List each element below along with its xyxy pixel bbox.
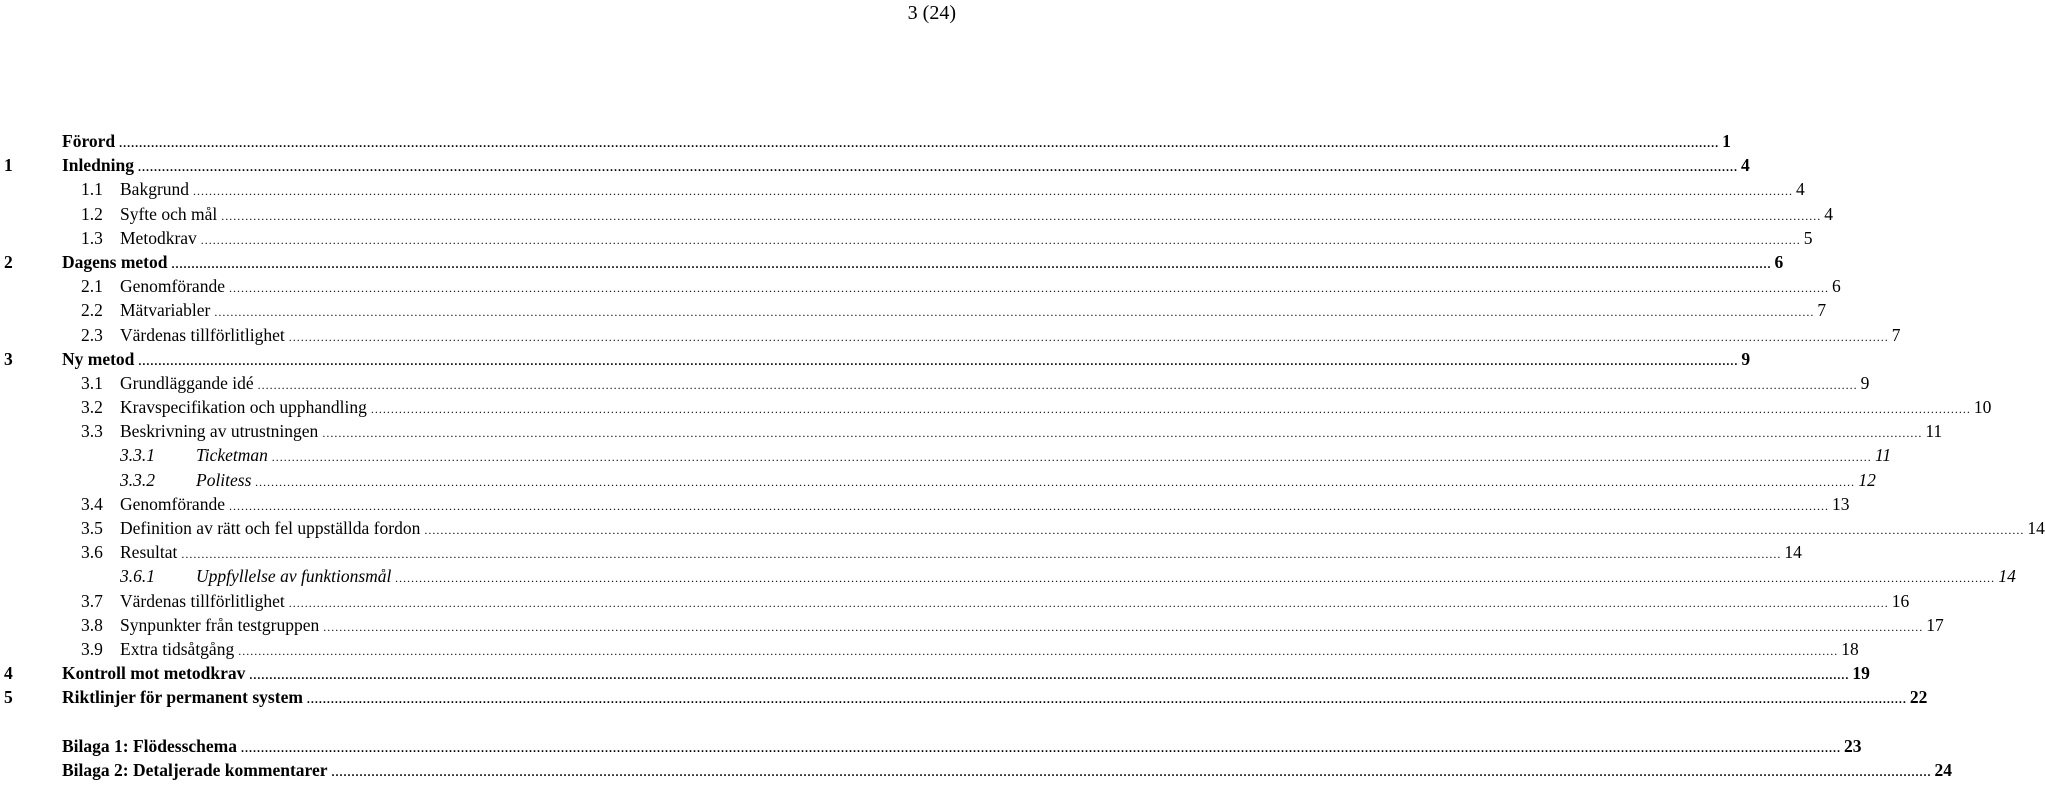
toc-spacer bbox=[0, 710, 960, 734]
toc-entry-number: 3.7 bbox=[81, 590, 103, 611]
toc-entry-title: Bilaga 1: Flödesschema bbox=[62, 735, 237, 756]
toc-entry-number: 1.2 bbox=[81, 203, 103, 224]
toc-entry-title: Grundläggande idé bbox=[120, 372, 254, 393]
toc-entry-title: Kontroll mot metodkrav bbox=[62, 663, 246, 684]
toc-entry[interactable] bbox=[0, 492, 1850, 516]
toc-dot-leader: ................................................................................................................................................................................................................................................................................................................................................................................................................ bbox=[214, 305, 1815, 320]
toc-entry-title: Syfte och mål bbox=[120, 203, 218, 224]
toc-dot-leader: ................................................................................................................................................................................................................................................................................................................................................................................................................ bbox=[395, 571, 1996, 586]
toc-dot-leader: ................................................................................................................................................................................................................................................................................................................................................................................................................ bbox=[238, 643, 1839, 658]
toc-entry-page: 6 bbox=[1831, 276, 1841, 297]
toc-entry-number: 3.3 bbox=[81, 421, 103, 442]
toc-entry[interactable] bbox=[0, 347, 1751, 371]
toc-entry-number: 2.1 bbox=[81, 276, 103, 297]
toc-dot-leader: ................................................................................................................................................................................................................................................................................................................................................................................................................ bbox=[200, 232, 1801, 247]
toc-entry-line bbox=[62, 685, 1928, 711]
toc-entry-line bbox=[120, 492, 1850, 518]
toc-entry-number: 3.3.1 bbox=[120, 445, 155, 466]
toc-entry-title: Förord bbox=[62, 131, 116, 151]
toc-entry[interactable] bbox=[0, 685, 1928, 709]
toc-entry-title: Genomförande bbox=[120, 493, 225, 514]
toc-entry-number: 3.6.1 bbox=[120, 566, 155, 587]
toc-entry-title: Extra tidsåtgång bbox=[120, 638, 235, 659]
toc-entry-line bbox=[120, 274, 1841, 300]
toc-entry[interactable] bbox=[0, 153, 1750, 177]
toc-entry[interactable] bbox=[0, 564, 2016, 588]
toc-entry-page: 14 bbox=[2027, 518, 2045, 538]
toc-entry-page: 13 bbox=[1831, 493, 1850, 514]
toc-entry-line bbox=[196, 564, 2016, 590]
toc-entry-title: Inledning bbox=[62, 155, 134, 176]
toc-entry[interactable] bbox=[0, 516, 2045, 540]
toc-dot-leader: ................................................................................................................................................................................................................................................................................................................................................................................................................ bbox=[119, 136, 1720, 150]
toc-entry-title: Värdenas tillförlitlighet bbox=[120, 324, 285, 345]
toc-entry-number: 4 bbox=[4, 663, 13, 684]
toc-entry-title: Värdenas tillförlitlighet bbox=[120, 590, 285, 611]
toc-dot-leader: ................................................................................................................................................................................................................................................................................................................................................................................................................ bbox=[181, 547, 1782, 562]
toc-entry[interactable] bbox=[0, 250, 1784, 274]
toc-entry-page: 10 bbox=[1973, 397, 1992, 418]
toc-entry-number: 3.8 bbox=[81, 614, 103, 635]
toc-entry[interactable] bbox=[0, 226, 1813, 250]
toc-entry-page: 11 bbox=[1925, 421, 1943, 442]
toc-entry-page: 9 bbox=[1860, 372, 1870, 393]
toc-entry[interactable] bbox=[0, 371, 1870, 395]
toc-entry-number: 2 bbox=[4, 251, 13, 272]
toc-entry-title: Dagens metod bbox=[62, 251, 168, 272]
toc-entry-line bbox=[120, 540, 1802, 566]
toc-dot-leader: ................................................................................................................................................................................................................................................................................................................................................................................................................ bbox=[257, 377, 1858, 392]
toc-entry-title: Bilaga 2: Detaljerade kommentarer bbox=[62, 759, 328, 780]
toc-entry-number: 3.3.2 bbox=[120, 469, 155, 490]
toc-dot-leader: ................................................................................................................................................................................................................................................................................................................................................................................................................ bbox=[137, 160, 1738, 175]
toc-entry-page: 7 bbox=[1891, 324, 1901, 345]
toc-entry-number: 1 bbox=[4, 155, 13, 176]
toc-entry-line bbox=[62, 734, 1862, 760]
toc-entry[interactable] bbox=[0, 443, 1892, 467]
toc-entry-title: Resultat bbox=[120, 542, 178, 563]
toc-entry-title: Kravspecifikation och upphandling bbox=[120, 397, 367, 418]
table-of-contents bbox=[0, 129, 2045, 782]
toc-entry-page: 19 bbox=[1852, 663, 1870, 684]
toc-entry-line bbox=[62, 661, 1870, 687]
toc-dot-leader: ................................................................................................................................................................................................................................................................................................................................................................................................................ bbox=[370, 402, 1971, 417]
toc-entry-title: Definition av rätt och fel uppställda fordon bbox=[120, 518, 421, 538]
toc-entry-line bbox=[120, 298, 1827, 324]
toc-entry-title: Ny metod bbox=[62, 348, 135, 369]
toc-entry-number: 3.1 bbox=[81, 372, 103, 393]
toc-entry-number: 2.3 bbox=[81, 324, 103, 345]
toc-dot-leader: ................................................................................................................................................................................................................................................................................................................................................................................................................ bbox=[221, 208, 1822, 223]
toc-entry-line bbox=[120, 516, 2045, 542]
toc-entry-number: 5 bbox=[4, 687, 13, 708]
toc-entry-line bbox=[120, 419, 1943, 445]
toc-entry-page: 1 bbox=[1722, 131, 1731, 151]
toc-entry-number: 2.2 bbox=[81, 300, 103, 321]
page-number: 3 (24) bbox=[907, 2, 956, 24]
toc-entry-title: Politess bbox=[196, 469, 252, 490]
toc-entry-page: 7 bbox=[1817, 300, 1827, 321]
toc-entry-line bbox=[120, 637, 1859, 663]
toc-entry-number: 3 bbox=[4, 348, 13, 369]
toc-entry-line bbox=[120, 226, 1813, 252]
toc-entry-title: Riktlinjer för permanent system bbox=[62, 687, 303, 708]
toc-entry[interactable] bbox=[0, 323, 1901, 347]
toc-entry-title: Bakgrund bbox=[120, 179, 190, 200]
toc-entry-number: 1.1 bbox=[81, 179, 103, 200]
toc-entry[interactable] bbox=[0, 613, 1944, 637]
toc-entry-title: Uppfyllelse av funktionsmål bbox=[196, 566, 392, 587]
toc-entry-number: 1.3 bbox=[81, 227, 103, 248]
toc-entry-title: Metodkrav bbox=[120, 227, 197, 248]
toc-entry-page: 14 bbox=[1784, 542, 1802, 563]
toc-entry-line bbox=[120, 395, 1992, 421]
toc-dot-leader: ................................................................................................................................................................................................................................................................................................................................................................................................................ bbox=[138, 353, 1739, 368]
toc-dot-leader: ................................................................................................................................................................................................................................................................................................................................................................................................................ bbox=[288, 595, 1889, 610]
toc-entry-page: 17 bbox=[1926, 614, 1944, 635]
toc-entry[interactable] bbox=[0, 298, 1827, 322]
toc-dot-leader: ................................................................................................................................................................................................................................................................................................................................................................................................................ bbox=[171, 256, 1772, 271]
toc-entry-title: Genomförande bbox=[120, 276, 225, 297]
toc-entry-line bbox=[62, 250, 1784, 276]
toc-entry-page: 4 bbox=[1740, 155, 1750, 176]
toc-entry[interactable] bbox=[0, 395, 1992, 419]
toc-entry-line bbox=[62, 347, 1751, 373]
toc-entry-title: Ticketman bbox=[196, 445, 268, 466]
toc-dot-leader: ................................................................................................................................................................................................................................................................................................................................................................................................................ bbox=[241, 740, 1841, 755]
toc-dot-leader: ................................................................................................................................................................................................................................................................................................................................................................................................................ bbox=[323, 619, 1924, 634]
toc-entry-line bbox=[196, 468, 1876, 494]
toc-entry[interactable] bbox=[0, 129, 1731, 153]
toc-entry-line bbox=[120, 613, 1944, 639]
toc-appendix-entry[interactable] bbox=[0, 758, 1953, 782]
toc-entry-title: Beskrivning av utrustningen bbox=[120, 421, 319, 442]
toc-entry-page: 9 bbox=[1741, 348, 1751, 369]
toc-entry-line bbox=[120, 177, 1805, 203]
toc-dot-leader: ................................................................................................................................................................................................................................................................................................................................................................................................................ bbox=[249, 668, 1850, 683]
toc-appendix-entry[interactable] bbox=[0, 734, 1862, 758]
toc-entry[interactable] bbox=[0, 274, 1841, 298]
toc-dot-leader: ................................................................................................................................................................................................................................................................................................................................................................................................................ bbox=[331, 764, 1932, 779]
toc-entry-title: Mätvariabler bbox=[120, 300, 211, 321]
toc-entry-line bbox=[120, 202, 1833, 228]
toc-dot-leader: ................................................................................................................................................................................................................................................................................................................................................................................................................ bbox=[228, 498, 1829, 513]
toc-dot-leader: ................................................................................................................................................................................................................................................................................................................................................................................................................ bbox=[228, 281, 1829, 296]
toc-entry-page: 22 bbox=[1909, 687, 1928, 708]
toc-entry-line bbox=[120, 589, 1910, 615]
toc-entry[interactable] bbox=[0, 661, 1870, 685]
toc-entry[interactable] bbox=[0, 589, 1910, 613]
toc-entry-number: 3.4 bbox=[81, 493, 103, 514]
toc-entry-page: 24 bbox=[1934, 759, 1953, 780]
toc-entry[interactable] bbox=[0, 637, 1859, 661]
toc-entry-page: 5 bbox=[1803, 227, 1813, 248]
toc-entry-page: 18 bbox=[1841, 638, 1859, 659]
toc-entry-page: 11 bbox=[1874, 445, 1892, 466]
toc-entry-number: 3.9 bbox=[81, 638, 103, 659]
toc-entry-page: 12 bbox=[1858, 469, 1876, 490]
toc-entry-number: 3.5 bbox=[81, 518, 103, 538]
toc-entry[interactable] bbox=[0, 202, 1833, 226]
toc-entry-page: 6 bbox=[1774, 251, 1784, 272]
toc-entry-title: Synpunkter från testgruppen bbox=[120, 614, 320, 635]
toc-entry[interactable] bbox=[0, 468, 1876, 492]
toc-entry-number: 3.2 bbox=[81, 397, 103, 418]
toc-entry-line bbox=[62, 129, 1731, 155]
toc-entry-page: 16 bbox=[1891, 590, 1910, 611]
toc-entry-page: 23 bbox=[1844, 735, 1862, 756]
toc-entry-line bbox=[62, 153, 1750, 179]
toc-entry[interactable] bbox=[0, 177, 1805, 201]
toc-entry-line bbox=[62, 758, 1953, 784]
toc-entry-line bbox=[120, 371, 1870, 397]
toc-dot-leader: ................................................................................................................................................................................................................................................................................................................................................................................................................ bbox=[424, 523, 2025, 537]
toc-dot-leader: ................................................................................................................................................................................................................................................................................................................................................................................................................ bbox=[322, 426, 1923, 441]
toc-entry[interactable] bbox=[0, 540, 1802, 564]
toc-entry[interactable] bbox=[0, 419, 1943, 443]
toc-entry-page: 14 bbox=[1998, 566, 2016, 587]
toc-dot-leader: ................................................................................................................................................................................................................................................................................................................................................................................................................ bbox=[193, 184, 1794, 199]
toc-entry-line bbox=[120, 323, 1901, 349]
toc-dot-leader: ................................................................................................................................................................................................................................................................................................................................................................................................................ bbox=[288, 329, 1889, 344]
toc-entry-line bbox=[196, 443, 1892, 469]
toc-dot-leader: ................................................................................................................................................................................................................................................................................................................................................................................................................ bbox=[306, 692, 1907, 707]
toc-dot-leader: ................................................................................................................................................................................................................................................................................................................................................................................................................ bbox=[271, 450, 1872, 465]
toc-dot-leader: ................................................................................................................................................................................................................................................................................................................................................................................................................ bbox=[255, 474, 1856, 489]
toc-entry-number: 3.6 bbox=[81, 542, 103, 563]
toc-entry-page: 4 bbox=[1824, 203, 1833, 224]
toc-entry-page: 4 bbox=[1796, 179, 1805, 200]
